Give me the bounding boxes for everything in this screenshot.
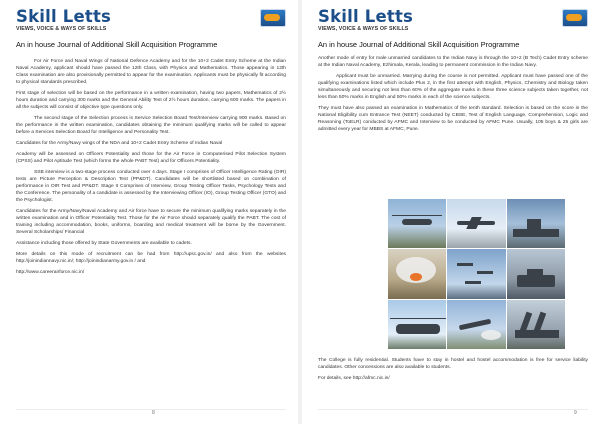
masthead [16, 8, 111, 33]
masthead-title: Skill Letts [16, 7, 112, 26]
logo-icon [562, 9, 588, 27]
page-number: 8 [152, 410, 155, 416]
paragraph: Academy will be assessed on Officers Potentiality and those for the Air Force in Computerised Pilot Selection System (CPSS) and Pilot Aptitude Test (which forms the whole PABT Test) and for Officers Potentiality. [16, 152, 286, 164]
masthead-tagline: VIEWS, VOICE & WAYS OF SKILLS [16, 26, 107, 32]
artillery-fire-photo [388, 249, 446, 298]
missile-launcher-photo [507, 300, 565, 349]
defence-photo-collage [388, 199, 565, 349]
paragraph: Candidates for the Army/Navy wings of the NDA and 10+2 Cadet Entry Scheme of Indian Naval [16, 141, 223, 146]
jets-formation-photo [447, 249, 505, 298]
career-airforce-link[interactable]: http://www.careerairforce.nic.in/ [16, 270, 85, 275]
masthead [318, 8, 413, 33]
afmc-link[interactable]: For details, see http://afmc.nic.in/ [318, 376, 390, 381]
paragraph: They must have also passed an examination in Mathematics of the tenth standard. Selection is based on the score in the National Eligibility cum Entrance Test (NEET) conducted by CBSE, Test of English Language, Comprehension, Logic and Reasoning (ToELR) conducted by AFMC and Interview to be conducted by AFMC Pune. Usually, 105 boys & 25 girls are admitted every year for MBBS at AFMC, Pune. [318, 106, 588, 132]
paragraph: SSB interview is a two-stage process conducted over 4 days. Stage I comprises of Officer Intelligence Rating (OIR) tests are Picture Perception & Description Test (PP&DT). Candidates will be shortlisted based on combination of performance in OIR Test and PP&DT. Stage II Comprises of Interview, Group Testing Officer Tasks, Psychology Tests and the Conference. The personality of a candidate is assessed by the Interviewing Officer (IO), Group Testing Officer (GTO) and the Psychologist. [16, 170, 286, 203]
page-number: 9 [574, 410, 577, 416]
logo-icon [260, 9, 286, 27]
journal-line: An in house Journal of Additional Skill Acquisition Programme [318, 40, 520, 49]
paragraph: First stage of selection will be based on the performance in a written examination, having two papers, Mathematics of 2½ hours duration and carrying 300 marks and the General Ability Test of 2½ hours duration, carrying 600 marks. The papers in all the subjects will consist of objective type questions only. [16, 91, 286, 110]
paragraph: Another mode of entry for male unmarried candidates to the Indian Navy is through the 10+2 (B Tech) Cadet Entry scheme at the Indian Naval Academy, Ezhimala, Kerala, leading to permanent commission in the Indian Navy. [318, 56, 588, 68]
aircraft-takeoff-photo [447, 300, 505, 349]
footer-rule [16, 409, 286, 410]
right-page [302, 0, 600, 424]
paragraph: The second stage of the Selection process is Service Selection Board Test/Interview carrying 900 marks. Based on the performance in the written examination, candidates obtaining the minimum qualifying marks will be called to appear before a Services Selection Board for Intelligence and Personality Test. [16, 116, 286, 135]
paragraph: More details on this mode of recruitment can be had from http://upsc.gov.in/ and also from the websites http://joinindiannavy.nic.in/; http://joinindianarmy.gov.in / and [16, 252, 286, 264]
naval-ship-photo [507, 199, 565, 248]
left-page [0, 0, 298, 424]
masthead-title: Skill Letts [318, 7, 414, 26]
masthead-tagline: VIEWS, VOICE & WAYS OF SKILLS [318, 26, 409, 32]
armoured-vehicle-photo [507, 249, 565, 298]
footer-rule [318, 409, 588, 410]
paragraph: Assistance including those offered by State Governments are available to cadets. [16, 241, 192, 246]
paragraph: Candidates for the Army/Navy/Naval Academy and Air force have to secure the minimum qualifying marks separately in the written examination and in Officer Potentiality Test. Those for the Air Force should separately qualify the PABT. The cost of training including accommodation, books, uniforms, boarding and medical treatment will be borne by the Government. Several Scholarships/ Financial [16, 209, 286, 235]
right-body [318, 55, 588, 137]
journal-line: An in house Journal of Additional Skill Acquisition Programme [16, 40, 218, 49]
paragraph: The College is fully residential. Students have to stay in hostel and hostel accommodation is free for service liability candidates. Other concessions are also available to students. [318, 358, 588, 370]
helicopter-photo [388, 199, 446, 248]
cargo-helicopter-photo [388, 300, 446, 349]
paragraph: For Air Force and Naval Wings of National Defence Academy and for the 10+2 Cadet Entry Scheme at the Indian Naval Academy, applicant should have passed the 12th Class, with Physics and Mathematics. Those appearing in 12th Class examination are also provisionally permitted to appear for the examination. Applicants must be physically fit according to physical standards prescribed. [16, 59, 286, 85]
left-body [16, 58, 286, 280]
right-body-bottom [318, 357, 588, 386]
fighter-jet-photo [447, 199, 505, 248]
paragraph: Applicant must be unmarried. Marrying during the course is not permitted. Applicant must have passed one of the qualifying examinations listed which include Plus 2, in the first attempt with English, Physics, Chemistry and Biology taken simultaneously and securing not less than 60% of the aggregate marks in these three science subjects taken together, not less than 50% marks in English and 50% marks in each of the science subjects. [318, 74, 588, 100]
